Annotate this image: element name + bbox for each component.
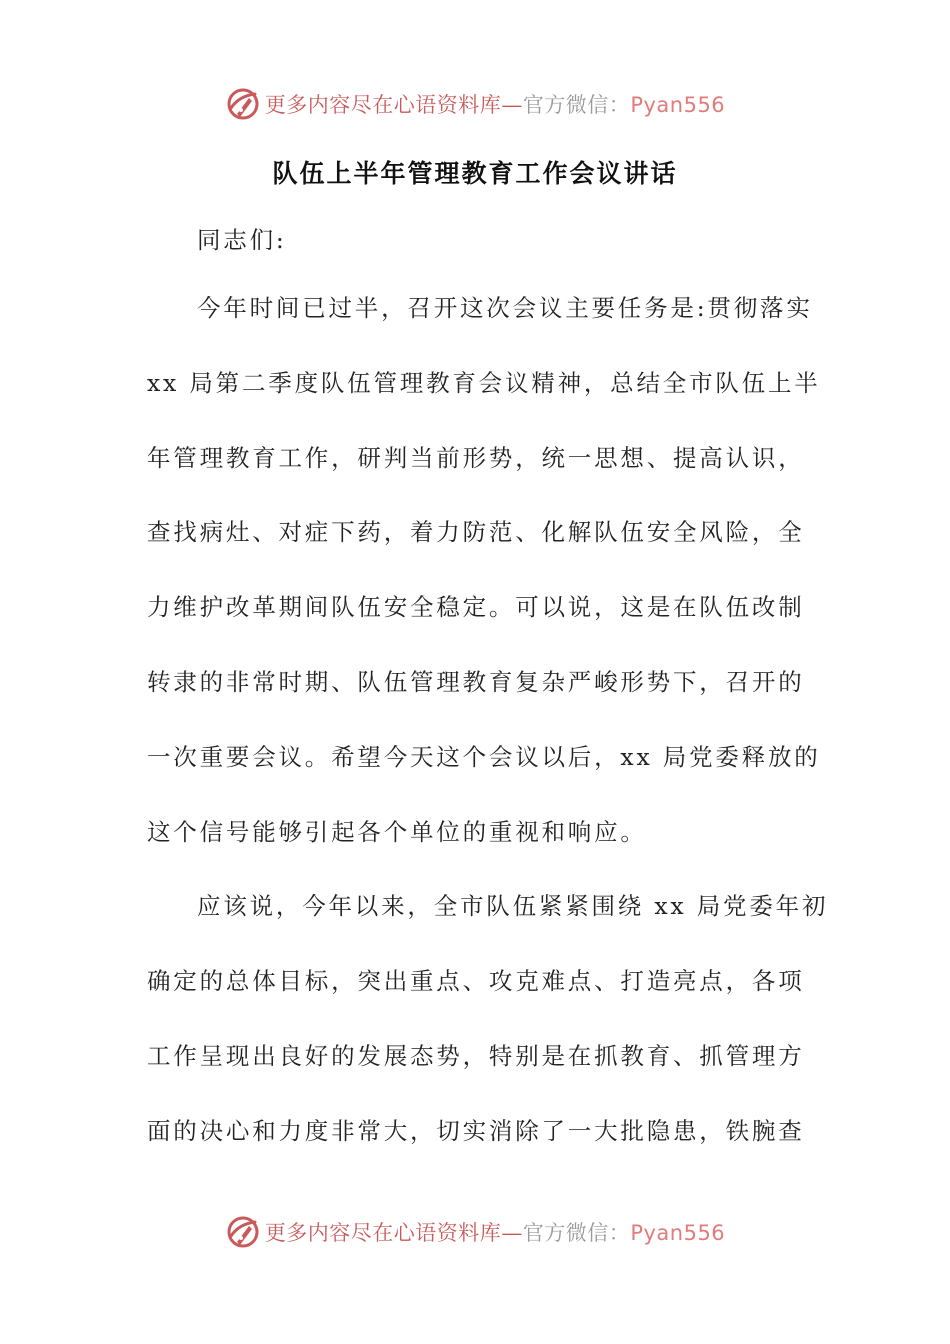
- banner-wechat-label: 官方微信：: [522, 1221, 631, 1245]
- banner-dash: —: [501, 1221, 523, 1245]
- greeting-line: 同志们:: [197, 226, 287, 254]
- banner-text: [265, 1217, 725, 1247]
- document-body: [147, 214, 829, 1180]
- paragraph-line: 一次重要会议。希望今天这个会议以后，xx 局党委释放的: [147, 742, 821, 771]
- paragraph-line: 力维护改革期间队伍安全稳定。可以说，这是在队伍改制: [147, 593, 805, 622]
- paragraph-line: 工作呈现出良好的发展态势，特别是在抓教育、抓管理方: [147, 1041, 805, 1070]
- paragraph-line: 面的决心和力度非常大，切实消除了一大批隐患，铁腕查: [147, 1116, 805, 1145]
- paragraph-line: 今年时间已过半，召开这次会议主要任务是:贯彻落实: [197, 294, 813, 322]
- paragraph-line: 查找病灶、对症下药，着力防范、化解队伍安全风险，全: [147, 518, 805, 547]
- paragraph-line: 应该说，今年以来，全市队伍紧紧围绕 xx 局党委年初: [197, 892, 829, 921]
- banner-wechat-label: 官方微信：: [522, 93, 631, 117]
- paragraph-line: 年管理教育工作，研判当前形势，统一思想、提高认识，: [147, 443, 805, 472]
- banner-wechat-handle: Pyan556: [630, 93, 726, 117]
- document-title: 队伍上半年管理教育工作会议讲话: [272, 159, 678, 188]
- header-watermark-banner: [0, 84, 950, 124]
- banner-dash: —: [501, 93, 523, 117]
- paragraph-line: 这个信号能够引起各个单位的重视和响应。: [147, 817, 647, 846]
- pen-nib-logo-icon: [225, 86, 261, 122]
- banner-site-text: 更多内容尽在心语资料库: [264, 1221, 502, 1245]
- paragraph-line: 确定的总体目标，突出重点、攻克难点、打造亮点，各项: [147, 967, 805, 996]
- pen-nib-logo-icon: [225, 1214, 261, 1250]
- footer-watermark-banner: [0, 1212, 950, 1252]
- paragraph-line: xx 局第二季度队伍管理教育会议精神，总结全市队伍上半: [147, 368, 821, 397]
- banner-text: [265, 89, 725, 119]
- paragraph-line: 转隶的非常时期、队伍管理教育复杂严峻形势下，召开的: [147, 667, 805, 696]
- banner-site-text: 更多内容尽在心语资料库: [264, 93, 502, 117]
- banner-wechat-handle: Pyan556: [630, 1221, 726, 1245]
